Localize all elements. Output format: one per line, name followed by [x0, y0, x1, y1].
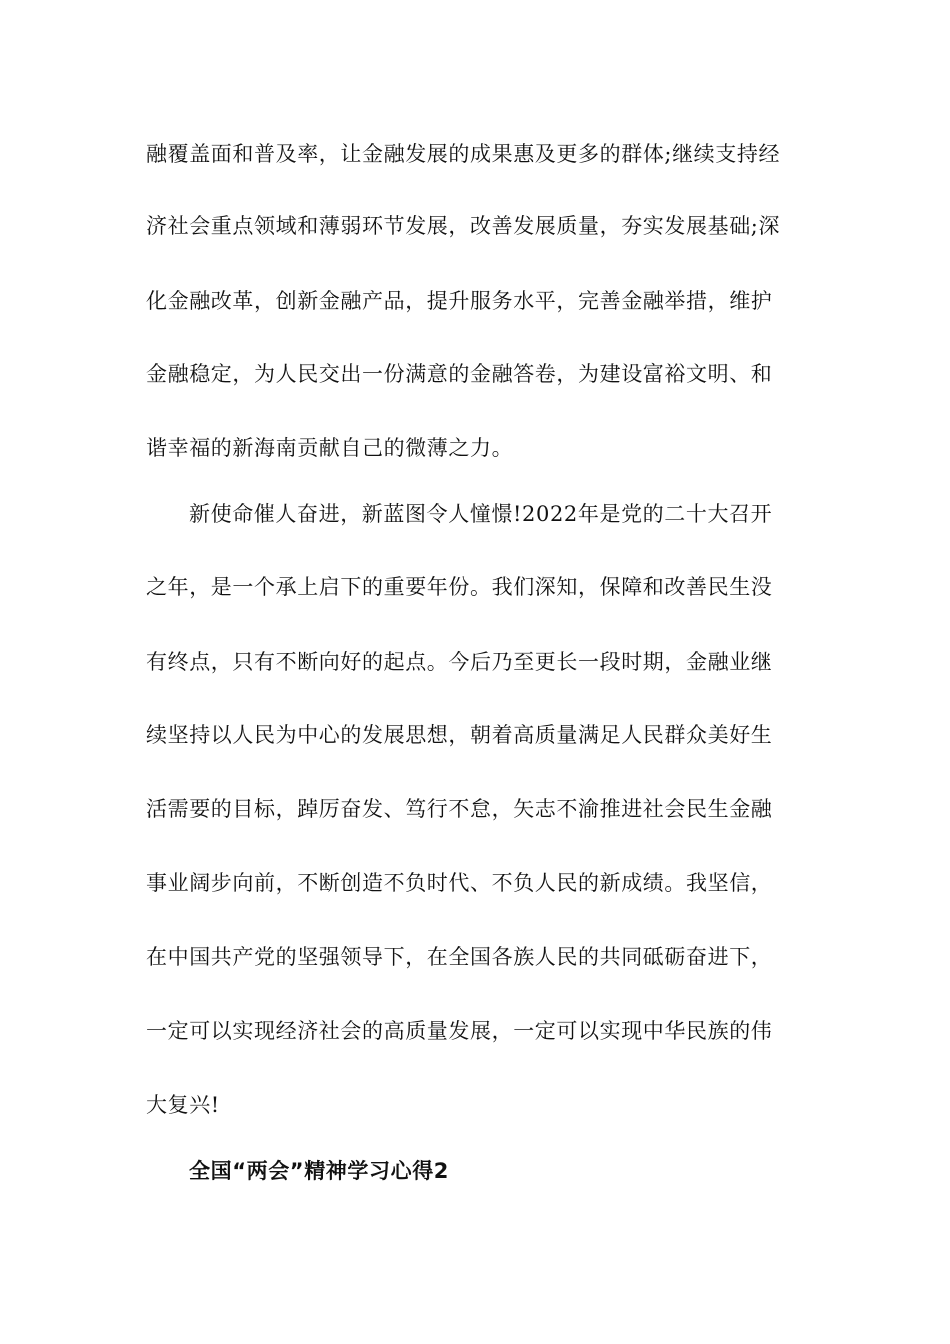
- text-line: 谐幸福的新海南贡献自己的微薄之力。: [146, 436, 514, 460]
- text-line: 化金融改革，创新金融产品，提升服务水平，完善金融举措，维护: [146, 289, 773, 313]
- text-line: 金融稳定，为人民交出一份满意的金融答卷，为建设富裕文明、和: [146, 362, 773, 386]
- text-line: 续坚持以人民为中心的发展思想，朝着高质量满足人民群众美好生: [146, 723, 773, 747]
- text-line: 事业阔步向前，不断创造不负时代、不负人民的新成绩。我坚信，: [146, 871, 773, 895]
- text-line: 大复兴!: [146, 1093, 220, 1117]
- text-line: 融覆盖面和普及率，让金融发展的成果惠及更多的群体;继续支持经: [146, 142, 781, 166]
- text-line: 新使命催人奋进，新蓝图令人憧憬!2022年是党的二十大召开: [189, 502, 773, 526]
- text-line: 在中国共产党的坚强领导下，在全国各族人民的共同砥砺奋进下，: [146, 945, 773, 969]
- text-line: 之年，是一个承上启下的重要年份。我们深知，保障和改善民生没: [146, 575, 773, 599]
- text-line: 一定可以实现经济社会的高质量发展，一定可以实现中华民族的伟: [146, 1019, 773, 1043]
- text-line: 济社会重点领域和薄弱环节发展，改善发展质量，夯实发展基础;深: [146, 214, 781, 238]
- text-line: 活需要的目标，踔厉奋发、笃行不怠，矢志不渝推进社会民生金融: [146, 797, 773, 821]
- section-heading: 全国“两会”精神学习心得2: [189, 1159, 450, 1183]
- text-line: 有终点，只有不断向好的起点。今后乃至更长一段时期，金融业继: [146, 650, 773, 674]
